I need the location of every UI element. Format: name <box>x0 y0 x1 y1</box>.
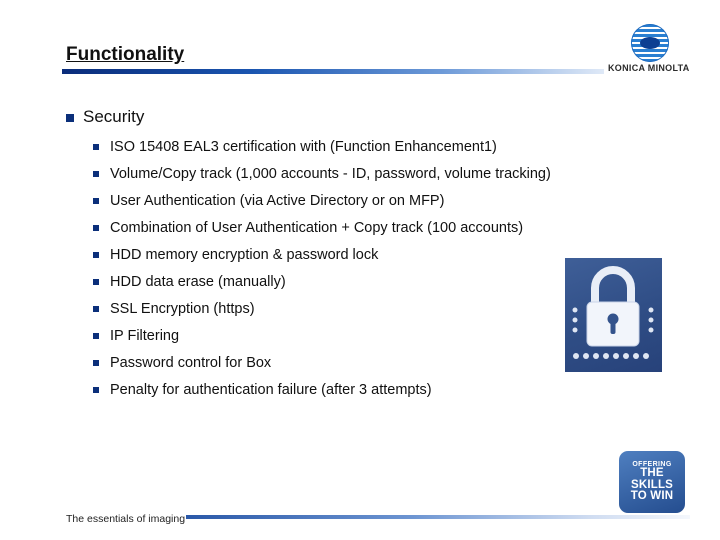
globe-logo-icon <box>631 24 669 62</box>
square-bullet-icon <box>93 333 99 339</box>
list-item-text: SSL Encryption (https) <box>110 300 255 317</box>
list-item-text: User Authentication (via Active Directory or on MFP) <box>110 192 445 209</box>
square-bullet-icon <box>66 114 74 122</box>
list-item <box>93 268 551 295</box>
list-item-text: IP Filtering <box>110 327 180 344</box>
list-item-text: Password control for Box <box>110 354 272 371</box>
skills-badge <box>619 451 685 513</box>
square-bullet-icon <box>93 171 99 177</box>
list-item <box>93 187 551 214</box>
square-bullet-icon <box>93 387 99 393</box>
list-item-text: HDD memory encryption & password lock <box>110 246 379 263</box>
badge-line-2: THE SKILLS <box>630 467 674 491</box>
section-heading <box>66 107 144 127</box>
square-bullet-icon <box>93 198 99 204</box>
square-bullet-icon <box>93 360 99 366</box>
list-item-text: HDD data erase (manually) <box>110 273 286 290</box>
footer-divider <box>186 515 690 519</box>
list-item <box>93 214 551 241</box>
list-item <box>93 241 551 268</box>
list-item-text: Penalty for authentication failure (after 3 attempts) <box>110 381 432 398</box>
list-item <box>93 160 551 187</box>
square-bullet-icon <box>93 225 99 231</box>
list-item <box>93 322 551 349</box>
padlock-icon <box>565 258 662 372</box>
page-title: Functionality <box>66 44 185 65</box>
square-bullet-icon <box>93 279 99 285</box>
brand-logo-text: KONICA MINOLTA <box>608 63 690 73</box>
header-divider <box>62 69 604 74</box>
list-item <box>93 376 551 403</box>
padlock-illustration <box>565 258 662 372</box>
list-item-text: Volume/Copy track (1,000 accounts - ID, password, volume tracking) <box>110 165 551 182</box>
footer-tagline: The essentials of imaging <box>66 513 186 525</box>
security-feature-list <box>93 133 551 403</box>
list-item <box>93 349 551 376</box>
list-item-text: ISO 15408 EAL3 certification with (Function Enhancement1) <box>110 138 497 155</box>
badge-line-3: TO WIN <box>630 490 674 503</box>
list-item <box>93 295 551 322</box>
list-item-text: Combination of User Authentication + Copy track (100 accounts) <box>110 219 524 236</box>
section-label: Security <box>83 107 145 126</box>
square-bullet-icon <box>93 306 99 312</box>
square-bullet-icon <box>93 252 99 258</box>
list-item <box>93 133 551 160</box>
badge-line-1: OFFERING <box>632 461 672 469</box>
square-bullet-icon <box>93 144 99 150</box>
